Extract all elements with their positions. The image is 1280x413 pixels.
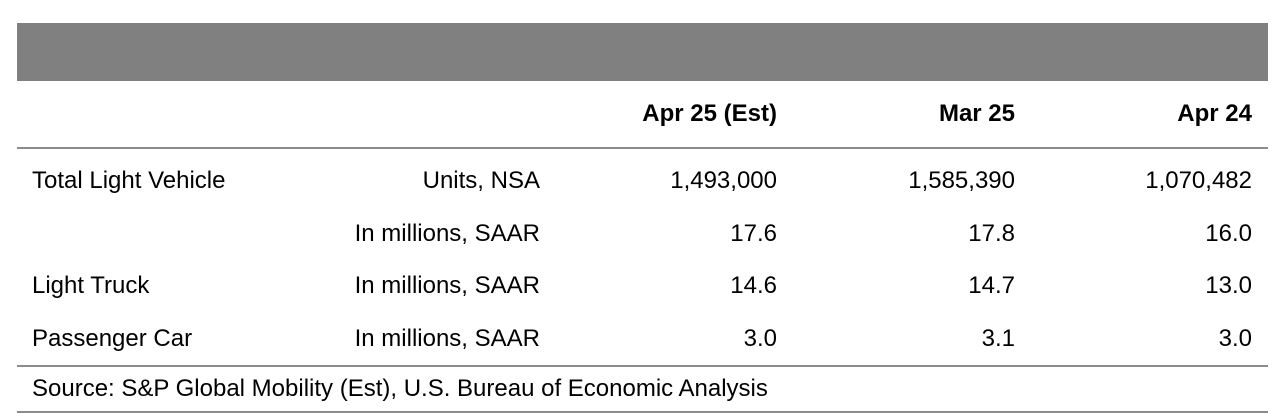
table-title-bar — [17, 23, 1268, 81]
cell-value: 14.7 — [968, 272, 1015, 300]
row-unit: Units, NSA — [422, 167, 540, 195]
table-row — [17, 313, 1268, 367]
header-mar-25: Mar 25 — [938, 100, 1015, 127]
table-row — [17, 260, 1268, 313]
cell-value: 17.8 — [968, 219, 1015, 247]
cell-value: 13.0 — [1205, 272, 1252, 300]
header-label — [17, 81, 257, 148]
cell-value: 1,585,390 — [908, 167, 1015, 195]
header-unit — [257, 81, 540, 148]
cell-value: 3.0 — [1218, 324, 1252, 352]
header-apr-25-est: Apr 25 (Est) — [642, 100, 777, 127]
header-apr-24: Apr 24 — [1177, 100, 1252, 127]
sales-table — [17, 81, 1268, 367]
table-row — [17, 148, 1268, 208]
cell-value: 14.6 — [730, 272, 777, 300]
cell-value: 16.0 — [1205, 219, 1252, 247]
cell-value: 3.1 — [981, 324, 1015, 352]
cell-value: 17.6 — [730, 219, 777, 247]
table-row — [17, 208, 1268, 261]
row-unit: In millions, SAAR — [354, 219, 540, 247]
source-note: Source: S&P Global Mobility (Est), U.S. Bureau of Economic Analysis — [17, 367, 1268, 413]
cell-value: 3.0 — [743, 324, 777, 352]
cell-value: 1,493,000 — [670, 167, 777, 195]
row-label: Passenger Car — [32, 324, 193, 352]
cell-value: 1,070,482 — [1145, 167, 1252, 195]
table-header-row — [17, 81, 1268, 148]
row-label: Total Light Vehicle — [32, 167, 226, 195]
row-label — [17, 208, 257, 261]
row-unit: In millions, SAAR — [354, 272, 540, 300]
row-unit: In millions, SAAR — [354, 324, 540, 352]
sales-table-container — [17, 23, 1268, 413]
row-label: Light Truck — [32, 272, 150, 300]
